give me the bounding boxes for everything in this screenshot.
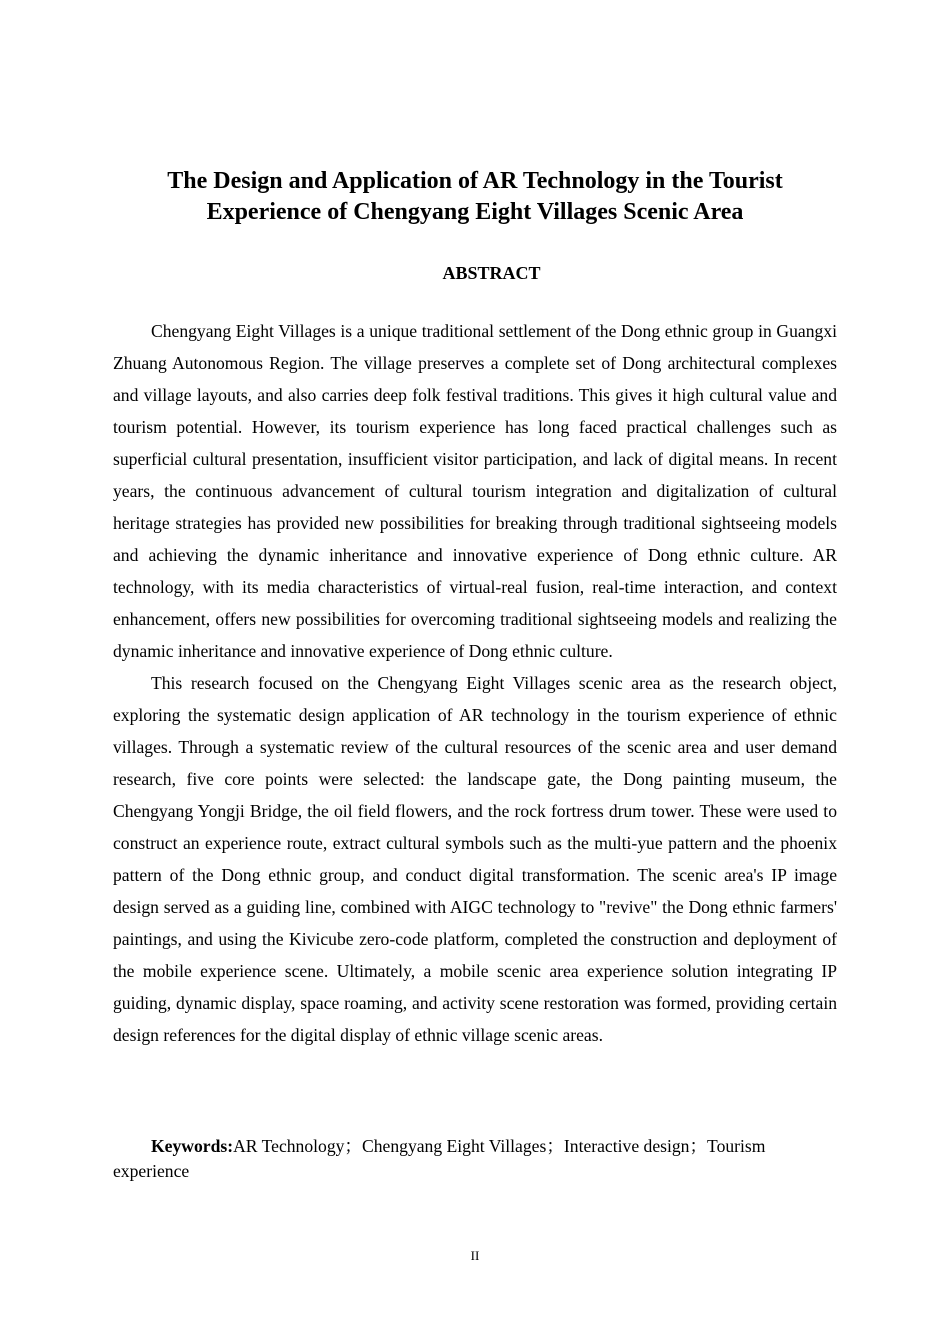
abstract-heading: ABSTRACT (442, 263, 541, 283)
keywords-text: AR Technology；Chengyang Eight Villages；Interactive design；Tourism experience (113, 1136, 766, 1181)
abstract-paragraph-2: This research focused on the Chengyang Eight Villages scenic area as the research object, exploring the systematic design application of AR technology in the tourism experience of ethnic villages. Through a systematic review of the cultural resources of the scenic area and user demand research, five core points were selected: the landscape gate, the Dong painting museum, the Chengyang Yongji Bridge, the oil field flowers, and the rock fortress drum tower. These were used to construct an experience route, extract cultural symbols such as the multi-yue pattern and the phoenix pattern of the Dong ethnic group, and conduct digital transformation. The scenic area's IP image design served as a guiding line, combined with AIGC technology to "revive" the Dong ethnic farmers' paintings, and using the Kivicube zero-code platform, completed the construction and deployment of the mobile experience scene. Ultimately, a mobile scenic area experience solution integrating IP guiding, dynamic display, space roaming, and activity scene restoration was formed, providing certain design references for the digital display of ethnic village scenic areas. (113, 673, 837, 1045)
abstract-paragraph-1: Chengyang Eight Villages is a unique traditional settlement of the Dong ethnic group in Guangxi Zhuang Autonomous Region. The village preserves a complete set of Dong architectural complexes and village layouts, and also carries deep folk festival traditions. This gives it high cultural value and tourism potential. However, its tourism experience has long faced practical challenges such as superficial cultural presentation, insufficient visitor participation, and lack of digital means. In recent years, the continuous advancement of cultural tourism integration and digitalization of cultural heritage strategies has provided new possibilities for breaking through traditional sightseeing models and achieving the dynamic inheritance and innovative experience of Dong ethnic culture. AR technology, with its media characteristics of virtual-real fusion, real-time interaction, and context enhancement, offers new possibilities for overcoming traditional sightseeing models and realizing the dynamic inheritance and innovative experience of Dong ethnic culture. (113, 321, 837, 661)
abstract-body (113, 315, 837, 1051)
paper-title-line-2: Experience of Chengyang Eight Villages Scenic Area (206, 199, 744, 225)
paper-title (100, 166, 850, 228)
keywords-label: Keywords: (151, 1136, 234, 1156)
paper-title-line-1: The Design and Application of AR Technology in the Tourist (167, 168, 783, 194)
page-number: II (470, 1248, 480, 1263)
keywords-line (113, 1134, 837, 1184)
